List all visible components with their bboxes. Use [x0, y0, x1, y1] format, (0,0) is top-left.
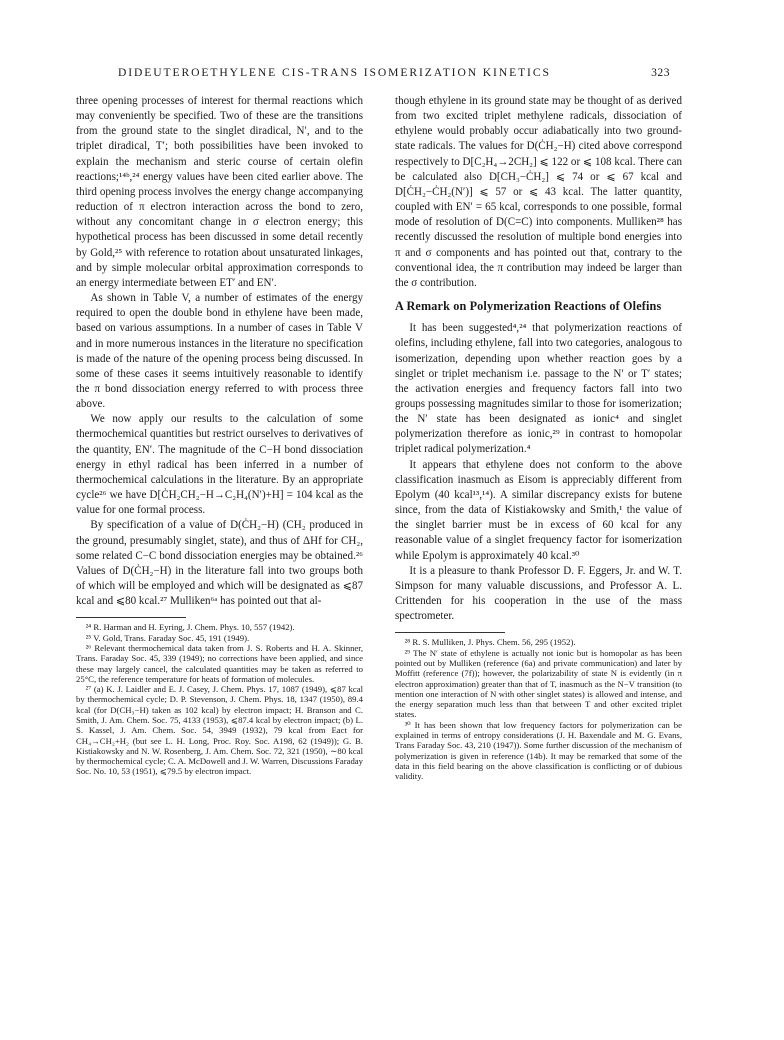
left-column — [76, 94, 363, 777]
running-header — [118, 66, 670, 82]
section-heading: A Remark on Polymerization Reactions of Olefins — [395, 299, 662, 314]
footnote: ²⁹ The N′ state of ethylene is actually not ionic but is homopolar as has been pointed out by Mulliken (reference (6a) and private communication) and later by Moffitt (reference (7f)); however, the polarizability of state N is evidently (in π electron approximation) greater than that of T, inasmuch as the N−V transition (to mention one interaction of N with other singlet states) is allowed and intense, and the energy separation much less than that between T and other excited triplet states. — [395, 647, 682, 720]
body-paragraph: It has been suggested⁴,²⁴ that polymerization reactions of olefins, including ethylene, fall into two categories, analogous to isomerization, depending upon whether reaction goes by a singlet or triplet mechanism i.e. passage to the N′ or T′ states; the activation energies and frequency factors fall into two groups possessing magnitudes similar to those for isomerization; the N′ state has been designated as ionic⁴ and singlet polymerization therefore as ionic,²⁹ in contrast to homopolar triplet radical polymerization.⁴ — [395, 322, 682, 456]
body-paragraph: As shown in Table V, a number of estimates of the energy required to open the double bond in ethylene have been made, based on various assumptions. In a number of cases in Table V and in more numerous instances in the literature no specification is made of the nature of the opening process being discussed. In some of these cases it seems intuitively reasonable to identify the π bond dissociation energy referred to with process three above. — [76, 292, 363, 411]
page-number: 323 — [651, 66, 670, 79]
running-title: DIDEUTEROETHYLENE CIS-TRANS ISOMERIZATION KINETICS — [118, 66, 551, 79]
body-paragraph: three opening processes of interest for thermal reactions which may conveniently be specified. Two of these are the transitions from the ground state to the singlet diradical, N′, and to the triplet diradical, T′; both possibilities have been invoked to explain the mechanism and steric course of certain olefin reactions;¹⁴ᵇ,²⁴ energy values have been cited earlier above. The third opening process involves the energy change accompanying reduction of π electron interaction across the bond to zero, without any concomitant change in σ electron energy; this hypothetical process has been discussed in some detail recently by Gold,²⁵ with reference to rotation about unsaturated linkages, and by simple molecular orbital approximation corresponds to an energy intermediate between ET′ and EN′. — [76, 95, 363, 289]
body-paragraph: though ethylene in its ground state may be thought of as derived from two excited triplet methylene radicals, dissociation of ethylene would probably occur adiabatically into two ground-state radicals. The values for D(ĊH₂−H) cited above correspond respectively to D[C₂H₄→2CH₂] ⩽ 122 or ⩽ 108 kcal. There can be calculated also D[CH₃−ĊH₂] ⩽ 74 or ⩽ 67 kcal and D[ĊH₂−ĊH₂(N′)] ⩽ 57 or ⩽ 43 kcal. The latter quantity, coupled with EN′ = 65 kcal, corresponds to one possible, formal mode of resolution of D(C=C) into components. Mulliken²⁸ has recently discussed the resolution of multiple bond energies into π and σ components and has pointed out that, contrary to the conventional idea, the π contribution may indeed be larger than the σ contribution. — [395, 95, 682, 289]
footnote: ²⁷ (a) K. J. Laidler and E. J. Casey, J. Chem. Phys. 17, 1087 (1949), ⩽87 kcal by thermochemical cycle; D. P. Stevenson, J. Chem. Phys. 18, 1347 (1950), 89.4 kcal (for D(CH₃−H) taken as 102 kcal) by electron impact; H. Branson and C. Smith, J. Am. Chem. Soc. 75, 4133 (1953), ⩽87.4 kcal by electron impact; (b) L. S. Kassel, J. Am. Chem. Soc. 54, 3949 (1932), 79 kcal from Eact for CH₄→CH₂+H₂ (but see L. H. Long, Proc. Roy. Soc. A198, 62 (1949)); G. B. Kistiakowsky and N. W. Rosenberg, J. Am. Chem. Soc. 72, 321 (1950), ∼80 kcal by thermochemical cycle; C. A. McDowell and J. W. Warren, Discussions Faraday Soc. No. 10, 53 (1951), ⩽79.5 by electron impact. — [76, 684, 363, 777]
body-paragraph: By specification of a value of D(ĊH₂−H) (CH₂ produced in the ground, presumably singlet, state), and thus of ΔHf for CH₂, some related C−C bond dissociation energies may be obtained.²⁶ Values of D(ĊH₂−H) in the literature fall into two groups both of which will be employed and which will be designated as ⩽87 kcal and ⩽80 kcal.²⁷ Mulliken⁶ᵃ has pointed out that al- — [76, 519, 363, 608]
footnote-rule — [395, 632, 505, 633]
footnote: ²⁶ Relevant thermochemical data taken from J. S. Roberts and H. A. Skinner, Trans. Faraday Soc. 45, 339 (1949); no corrections have been applied, and since these may largely cancel, the calculated quantities may be taken as referred to 25°C, the reference temperature for heats of formation of molecules. — [76, 642, 363, 684]
body-paragraph: It is a pleasure to thank Professor D. F. Eggers, Jr. and W. T. Simpson for many valuable discussions, and Professor A. L. Crittenden for his cooperation in the use of the mass spectrometer. — [395, 564, 682, 623]
footnote-rule — [76, 617, 186, 618]
footnote: ²⁸ R. S. Mulliken, J. Phys. Chem. 56, 295 (1952). — [404, 637, 576, 648]
footnote: ³⁰ It has been shown that low frequency factors for polymerization can be explained in terms of entropy considerations (J. H. Baxendale and M. G. Evans, Trans Faraday Soc. 43, 210 (1947)). Some further discussion of the mechanism of polymerization is given in reference (14b). It may be remarked that some of the data in this field bearing on the above classification is conflicting or of dubious validity. — [395, 719, 682, 782]
body-paragraph: We now apply our results to the calculation of some thermochemical quantities but restrict ourselves to derivatives of the quantity, EN′. The magnitude of the C−H bond dissociation energy in ethyl radical has been inferred in a number of thermochemical calculations in the literature. By an appropriate cycle²⁶ we have D[ĊH₂CH₂−H→C₂H₄(N′)+H] = 104 kcal as the value for one formal process. — [76, 413, 363, 517]
footnote: ²⁴ R. Harman and H. Eyring, J. Chem. Phys. 10, 557 (1942). — [85, 622, 295, 633]
footnote: ²⁵ V. Gold, Trans. Faraday Soc. 45, 191 (1949). — [85, 632, 250, 643]
body-paragraph: It appears that ethylene does not conform to the above classification inasmuch as Eisom is appreciably different from Epolym (40 kcal¹³,¹⁴). A similar discrepancy exists for butene since, from the data of Kistiakowsky and Smith,¹ the value of the singlet barrier must be in excess of 60 kcal for any reasonable value of a singlet frequency factor for isomerization while Epolym is approximately 40 kcal.³⁰ — [395, 458, 682, 562]
right-column — [395, 94, 682, 781]
